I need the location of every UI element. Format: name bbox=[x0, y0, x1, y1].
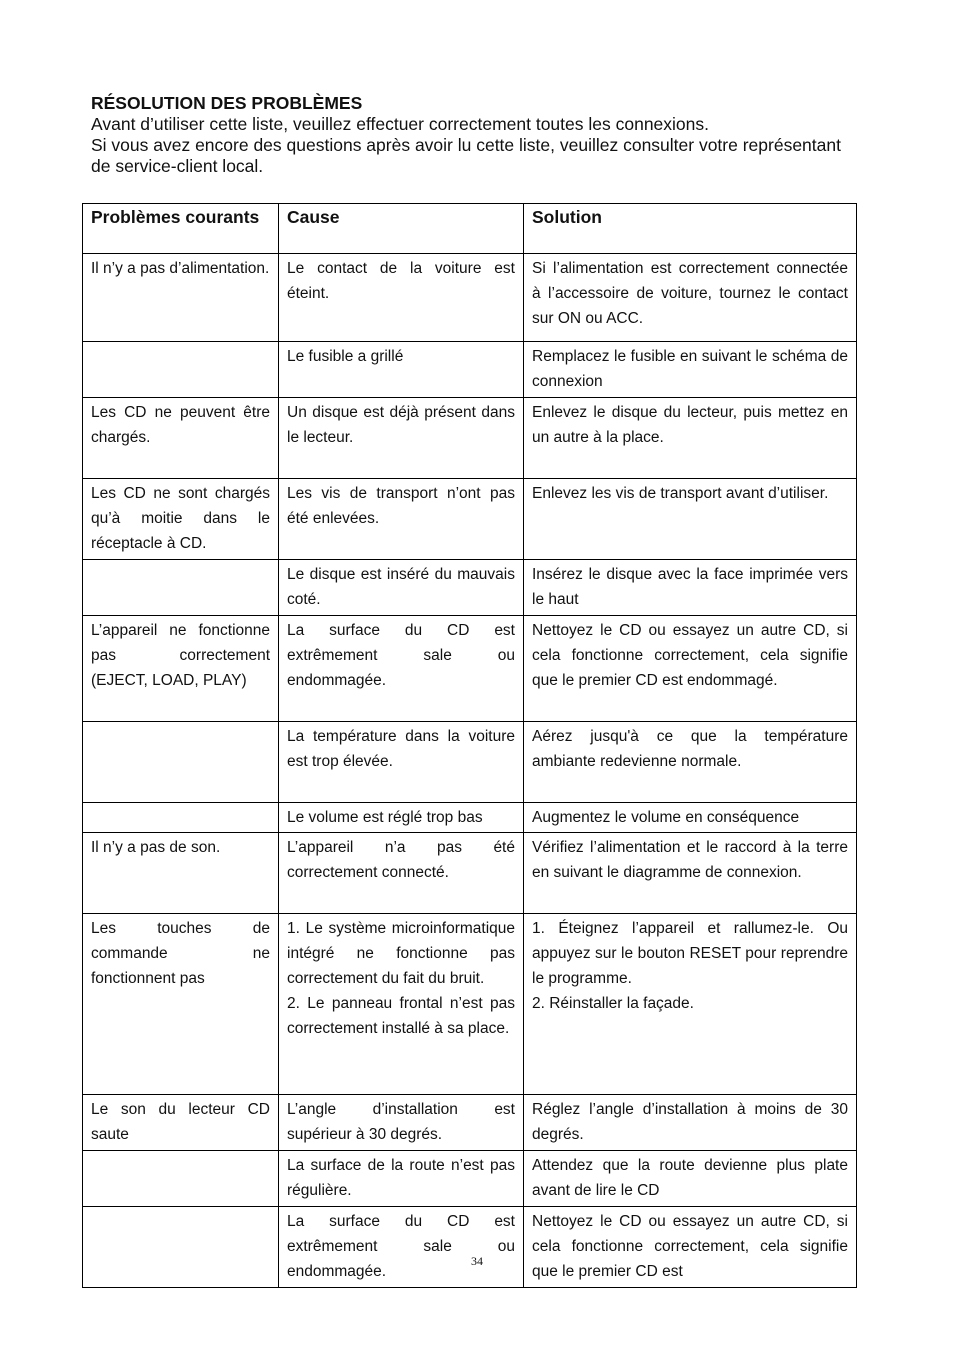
solution-cell: Insérez le disque avec la face imprimée vers le haut bbox=[524, 560, 857, 616]
cause-cell: L’appareil n’a pas été correctement connecté. bbox=[279, 833, 524, 914]
column-header-solution: Solution bbox=[524, 204, 857, 254]
table-row bbox=[83, 914, 857, 1095]
problem-cell bbox=[83, 1151, 279, 1207]
intro-line-2: Si vous avez encore des questions après avoir lu cette liste, veuillez consulter votre représentant de service-client local. bbox=[91, 135, 841, 176]
table-row bbox=[83, 722, 857, 803]
solution-cell: Si l’alimentation est correctement connectée à l’accessoire de voiture, tournez le contact sur ON ou ACC. bbox=[524, 254, 857, 342]
table-row bbox=[83, 560, 857, 616]
column-header-cause: Cause bbox=[279, 204, 524, 254]
cause-cell: Les vis de transport n’ont pas été enlevées. bbox=[279, 479, 524, 560]
table-row bbox=[83, 479, 857, 560]
problem-cell: Il n’y a pas d’alimentation. bbox=[83, 254, 279, 342]
solution-cell: Aérez jusqu'à ce que la température ambiante redevienne normale. bbox=[524, 722, 857, 803]
table-row bbox=[83, 1095, 857, 1151]
solution-cell: Remplacez le fusible en suivant le schéma de connexion bbox=[524, 342, 857, 398]
cause-cell: Le contact de la voiture est éteint. bbox=[279, 254, 524, 342]
cause-cell: La surface du CD est extrêmement sale ou endommagée. bbox=[279, 616, 524, 722]
intro-line-1: Avant d’utiliser cette liste, veuillez effectuer correctement toutes les connexions. bbox=[91, 114, 710, 134]
cause-cell: Le volume est réglé trop bas bbox=[279, 803, 524, 833]
cause-cell: La température dans la voiture est trop élevée. bbox=[279, 722, 524, 803]
solution-cell: Enlevez les vis de transport avant d’utiliser. bbox=[524, 479, 857, 560]
problem-cell bbox=[83, 342, 279, 398]
problem-cell: Les CD ne peuvent être chargés. bbox=[83, 398, 279, 479]
problem-cell bbox=[83, 722, 279, 803]
cause-cell: Un disque est déjà présent dans le lecteur. bbox=[279, 398, 524, 479]
cause-cell: La surface de la route n’est pas régulière. bbox=[279, 1151, 524, 1207]
page-number: 34 bbox=[471, 1254, 483, 1268]
solution-cell: Augmentez le volume en conséquence bbox=[524, 803, 857, 833]
problem-cell: Les CD ne sont chargés qu’à moitie dans le réceptacle à CD. bbox=[83, 479, 279, 560]
table-row bbox=[83, 1151, 857, 1207]
table-body bbox=[83, 254, 857, 1288]
column-header-problem: Problèmes courants bbox=[83, 204, 279, 254]
cause-cell: La surface du CD est extrêmement sale ou endommagée. bbox=[279, 1207, 524, 1288]
solution-cell: Vérifiez l’alimentation et le raccord à la terre en suivant le diagramme de connexion. bbox=[524, 833, 857, 914]
solution-cell: Nettoyez le CD ou essayez un autre CD, si cela fonctionne correctement, cela signifie que le premier CD est bbox=[524, 1207, 857, 1288]
cause-cell: 1. Le système microinformatique intégré ne fonctionne pas correctement du fait du bruit. 2. Le panneau frontal n’est pas correctement installé à sa place. bbox=[279, 914, 524, 1095]
solution-cell: 1. Éteignez l’appareil et rallumez-le. Ou appuyez sur le bouton RESET pour reprendre le programme. 2. Réinstaller la façade. bbox=[524, 914, 857, 1095]
table-row bbox=[83, 254, 857, 342]
table-row bbox=[83, 342, 857, 398]
problem-cell bbox=[83, 1207, 279, 1288]
problem-cell: Le son du lecteur CD saute bbox=[83, 1095, 279, 1151]
solution-cell: Attendez que la route devienne plus plate avant de lire le CD bbox=[524, 1151, 857, 1207]
solution-cell: Réglez l’angle d’installation à moins de 30 degrés. bbox=[524, 1095, 857, 1151]
table-row bbox=[83, 833, 857, 914]
problem-cell: L’appareil ne fonctionne pas correctement (EJECT, LOAD, PLAY) bbox=[83, 616, 279, 722]
solution-cell: Enlevez le disque du lecteur, puis mettez en un autre à la place. bbox=[524, 398, 857, 479]
problem-cell bbox=[83, 560, 279, 616]
problem-cell: Il n’y a pas de son. bbox=[83, 833, 279, 914]
cause-cell: L’angle d’installation est supérieur à 30 degrés. bbox=[279, 1095, 524, 1151]
problem-cell: Les touches de commande ne fonctionnent pas bbox=[83, 914, 279, 1095]
section-header bbox=[91, 93, 851, 177]
table-row bbox=[83, 803, 857, 833]
table-row bbox=[83, 398, 857, 479]
table-row bbox=[83, 616, 857, 722]
table-row bbox=[83, 1207, 857, 1288]
cause-cell: Le fusible a grillé bbox=[279, 342, 524, 398]
problem-cell bbox=[83, 803, 279, 833]
section-title: RÉSOLUTION DES PROBLÈMES bbox=[91, 93, 363, 113]
troubleshooting-table bbox=[82, 203, 857, 1288]
solution-cell: Nettoyez le CD ou essayez un autre CD, si cela fonctionne correctement, cela signifie que le premier CD est endommagé. bbox=[524, 616, 857, 722]
table-header-row bbox=[83, 204, 857, 254]
cause-cell: Le disque est inséré du mauvais coté. bbox=[279, 560, 524, 616]
